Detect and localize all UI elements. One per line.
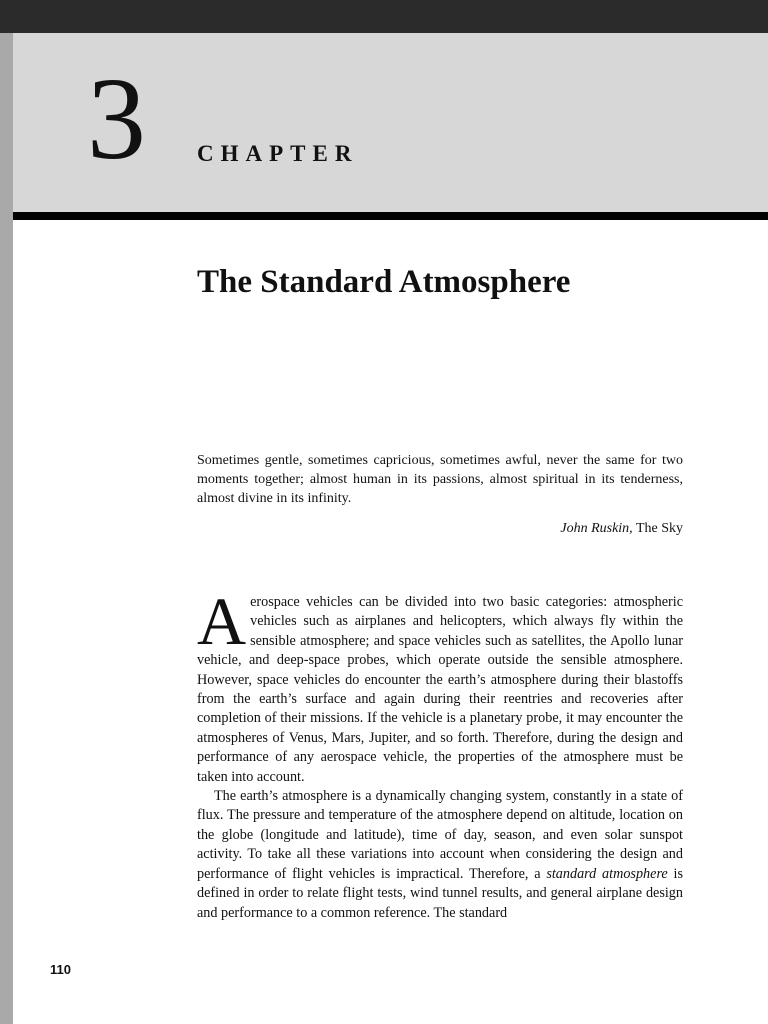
chapter-title: The Standard Atmosphere xyxy=(197,264,571,300)
paragraph-2-text-end: is defined in order to relate flight tests, wind tunnel results, and general airplane design and performance to a common reference. The standard xyxy=(197,865,683,921)
top-bar xyxy=(0,0,768,33)
epigraph-attribution xyxy=(197,519,683,538)
epigraph-author: John Ruskin, xyxy=(560,521,633,536)
left-margin-strip xyxy=(0,33,13,1024)
chapter-header-rule xyxy=(13,212,768,220)
paragraph-1 xyxy=(197,583,683,787)
paragraph-2 xyxy=(197,787,683,923)
paragraph-2-emphasis: standard atmosphere xyxy=(546,865,668,882)
page-number: 110 xyxy=(50,962,71,977)
paragraph-2-text-start: The earth’s atmosphere is a dynamically changing system, constantly in a state of flux. The pressure and temperature of the atmosphere depend on altitude, location on the globe (longitude and latitude), time of day, season, and even solar sunspot activity. To take all these variations into account when considering the design and performance of flight vehicles is impractical. Therefore, a xyxy=(197,788,683,882)
epigraph-quote: Sometimes gentle, sometimes capricious, sometimes awful, never the same for two moments together; almost human in its passions, almost spiritual in its tenderness, almost divine in its infinity. xyxy=(197,453,683,506)
body-text xyxy=(197,583,683,923)
paragraph-1-text: erospace vehicles can be divided into two basic categories: atmospheric vehicles such as airplanes and helicopters, which always fly within the sensible atmosphere; and space vehicles such as satellites, the Apollo lunar vehicle, and deep-space probes, which operate outside the sensible atmosphere. However, space vehicles do encounter the earth’s atmosphere during their blastoffs from the earth’s surface and again during their reentries and recoveries after completion of their missions. If the vehicle is a planetary probe, it may encounter the atmospheres of Venus, Mars, Jupiter, and so forth. Therefore, during the design and performance of any aerospace vehicle, the properties of the atmosphere must be taken into account. xyxy=(197,594,683,785)
chapter-number: 3 xyxy=(87,53,146,184)
epigraph-work: The Sky xyxy=(635,521,683,536)
drop-cap: A xyxy=(197,583,247,659)
chapter-label: CHAPTER xyxy=(197,141,359,166)
